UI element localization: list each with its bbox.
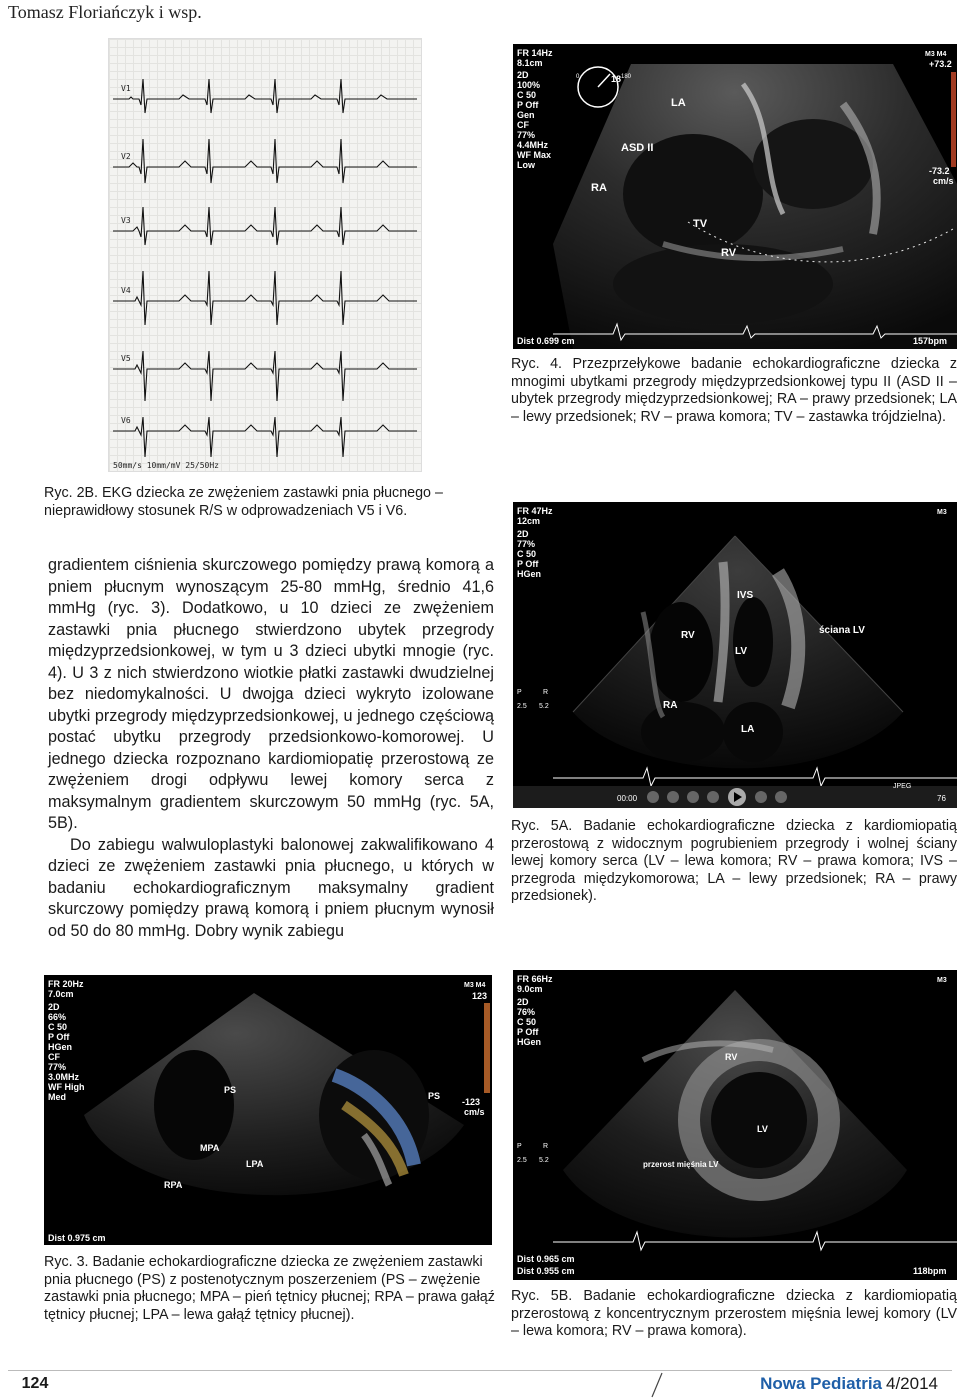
figure-4-overlay-p: P Off (517, 100, 539, 110)
lead-label-v3: V3 (121, 216, 131, 225)
figure-4-overlay-depth: 8.1cm (517, 58, 543, 68)
figure-4-overlay-c: C 50 (517, 90, 537, 100)
figure-5b-orient-r: R (543, 1143, 549, 1150)
figure-4-overlay-fr: FR 14Hz (517, 48, 553, 58)
figure-4-caption (511, 356, 957, 426)
figure-5a-label-rv: RV (681, 630, 695, 641)
figure-5a-label-la: LA (741, 724, 755, 735)
figure-5b-image (513, 970, 957, 1280)
figure-3-overlay-hgen: HGen (48, 1042, 73, 1052)
figure-3-overlay-m3m4: M3 M4 (464, 982, 486, 989)
figure-5b-dist-2: Dist 0.955 cm (517, 1266, 575, 1276)
figure-4-bpm: 157bpm (913, 336, 948, 346)
prev-icon[interactable] (707, 791, 719, 803)
figure-3-label-mpa: MPA (200, 1143, 220, 1153)
figure-3-dist: Dist 0.975 cm (48, 1233, 106, 1243)
figure-5b-overlay-m3: M3 (937, 977, 947, 984)
figure-3-overlay-gain: 66% (48, 1012, 67, 1022)
step-back-icon[interactable] (667, 791, 679, 803)
figure-5a-frame: 76 (937, 794, 946, 803)
figure-4-overlay-freq: 4.4MHz (517, 140, 549, 150)
figure-5b-caption-text: Badanie echokardiograficzne dziecka z kardiomiopatią przerostową z koncentrycznym przerostem mięśnia lewej komory (LV – lewa komora; RV – prawa komora). (511, 1288, 957, 1339)
frame-forward-icon[interactable] (775, 791, 787, 803)
figure-3-overlay-cf: CF (48, 1052, 60, 1062)
figure-4-image (513, 44, 957, 349)
journal-name: Nowa Pediatria (760, 1374, 882, 1393)
figure-5a-orient-hi: 5.2 (539, 703, 549, 710)
figure-5a-label-ivs: IVS (737, 590, 754, 601)
figure-5a-playback-time: 00:00 (617, 794, 638, 803)
figure-4-overlay-cf: CF (517, 120, 529, 130)
figure-3-caption-text: Badanie echokardiograficzne dziecka ze zwężeniem zastawki pnia płucnego (PS) z postenotycznym poszerzeniem (PS – zwężenie zastawki pnia płucnego; MPA – pień tętnicy płucnej; RPA – prawa gałąź tętnicy płucnej; LPA – lewa gałąź tętnicy płucnej). (44, 1254, 495, 1323)
next-icon[interactable] (755, 791, 767, 803)
figure-4-overlay-mode: 2D (517, 70, 529, 80)
figure-5b-caption-label: Ryc. 5B. (511, 1288, 573, 1304)
figure-3-echo (44, 975, 492, 1245)
figure-3-overlay-unit: cm/s (464, 1107, 485, 1117)
figure-3-label-ps-left: PS (224, 1085, 237, 1095)
figure-4-label-ra: RA (591, 182, 607, 194)
figure-5b-orient-hi: 5.2 (539, 1157, 549, 1164)
figure-2b-ekg (108, 38, 422, 472)
figure-4-overlay-unit: cm/s (933, 176, 954, 186)
figure-3-overlay-vmax: 123 (472, 991, 488, 1001)
page-number: 124 (21, 1375, 49, 1392)
figure-5b-overlay-c: C 50 (517, 1017, 537, 1027)
figure-4-label-asd: ASD II (621, 142, 654, 154)
figure-5b-caption (511, 1288, 957, 1341)
figure-4-caption-label: Ryc. 4. (511, 356, 563, 372)
figure-5a-echo (513, 502, 957, 808)
figure-4-label-rv: RV (721, 247, 737, 259)
running-header-author: Tomasz Floriańczyk i wsp. (8, 2, 202, 22)
figure-5a-overlay-mode: 2D (517, 529, 529, 539)
figure-4-overlay-vmax: +73.2 (929, 59, 952, 69)
figure-3-overlay-freq: 3.0MHz (48, 1072, 80, 1082)
figure-5b-label-lv: LV (757, 1124, 768, 1134)
frame-back-icon[interactable] (687, 791, 699, 803)
figure-4-overlay-gen: Gen (517, 110, 535, 120)
figure-2b-caption-text: EKG dziecka ze zwężeniem zastawki pnia płucnego – nieprawidłowy stosunek R/S w odprowadzeniach V5 i V6. (44, 485, 443, 519)
figure-5a-overlay-fr: FR 47Hz (517, 506, 553, 516)
figure-5b-overlay-p: P Off (517, 1027, 539, 1037)
ekg-footer-label: 50mm/s 10mm/mV 25/50Hz (113, 461, 219, 470)
figure-3-caption-label: Ryc. 3. (44, 1254, 89, 1270)
figure-4-overlay-low: Low (517, 160, 535, 170)
figure-5a-overlay-c: C 50 (517, 549, 537, 559)
figure-5b-overlay-mode: 2D (517, 997, 529, 1007)
figure-4-overlay-m3m4: M3 M4 (925, 51, 947, 58)
lead-label-v2: V2 (121, 152, 131, 161)
figure-5a-caption-label: Ryc. 5A. (511, 818, 573, 834)
figure-4-label-la: LA (671, 97, 686, 109)
figure-3-overlay-c: C 50 (48, 1022, 68, 1032)
footer-rule (8, 1370, 952, 1371)
lead-label-v5: V5 (121, 354, 131, 363)
figure-3-overlay-cf-gain: 77% (48, 1062, 67, 1072)
figure-3-overlay-mode: 2D (48, 1002, 60, 1012)
figure-3-overlay-depth: 7.0cm (48, 989, 74, 999)
figure-3-label-rpa: RPA (164, 1180, 183, 1190)
figure-5a-caption-text: Badanie echokardiograficzne dziecka z kardiomiopatią przerostową z widocznym pogrubieniem przegrody i wolnej ściany lewej komory serca (LV – lewa komora; RV – prawa komora; IVS – przegroda międzykomorowa; LA – lewy przedsionek; RA – prawy przedsionek). (511, 818, 957, 904)
figure-3-caption (44, 1254, 496, 1324)
figure-5a-format: JPEG (893, 783, 912, 790)
figure-2b-caption (44, 485, 499, 520)
figure-5a-label-sciana-lv: ściana LV (819, 625, 865, 636)
lead-label-v6: V6 (121, 416, 131, 425)
figure-3-overlay-p: P Off (48, 1032, 70, 1042)
figure-5b-orient-p: P (517, 1143, 522, 1150)
figure-5a-overlay-depth: 12cm (517, 516, 541, 526)
figure-4-overlay-cf-gain: 77% (517, 130, 536, 140)
figure-5b-overlay-gain: 76% (517, 1007, 536, 1017)
figure-2b-caption-label: Ryc. 2B. (44, 485, 99, 501)
figure-5a-label-lv: LV (735, 646, 748, 657)
figure-3-overlay-wf: WF High (48, 1082, 85, 1092)
figure-5a-overlay-hgen: HGen (517, 569, 542, 579)
figure-5b-echo (513, 970, 957, 1280)
figure-5a-overlay-m3: M3 (937, 509, 947, 516)
figure-5b-bpm: 118bpm (913, 1266, 947, 1276)
figure-3-label-ps-right: PS (428, 1091, 441, 1101)
figure-5b-overlay-fr: FR 66Hz (517, 974, 553, 984)
body-paragraph-1: gradientem ciśnienia skurczowego pomiędzy prawą komorą a pniem płucnym wynoszącym 25-80 mmHg, średnio 41,6 mmHg (ryc. 3). Dodatkowo, u 10 dzieci ze zwężeniem zastawki pnia płucnego stwierdzono ubytek przegrody międzyprzedsionkowej, w tym u 3 dzieci ubytki mnogie (ryc. 4). U 3 z nich stwierdzono wiotkie płatki zastawki dwudzielnej bez niedomykalności. U dwojga dzieci wykryto izolowane ubytki przegrody międzyprzedsionkowej, u jednego częściową postać ubytku przegrody przedsionkowo-komorowej. U jednego dziecka rozpoznano kardiomiopatię przerostową ze zwężeniem drogi odpływu lewej komory serca z maksymalnym gradientem skurczowym 50 mmHg (ryc. 5A, 5B). (48, 556, 494, 832)
figure-4-dist: Dist 0.699 cm (517, 336, 575, 346)
figure-4-overlay-gain: 100% (517, 80, 541, 90)
figure-3-overlay-fr: FR 20Hz (48, 979, 84, 989)
figure-4-overlay-wf: WF Max (517, 150, 552, 160)
figure-5a-caption (511, 818, 957, 906)
figure-4-dial-max: 180 (621, 74, 632, 80)
figure-3-image (44, 975, 492, 1245)
ekg-traces (109, 39, 421, 471)
article-body (48, 555, 494, 942)
lead-label-v1: V1 (121, 84, 131, 93)
figure-5a-overlay-p: P Off (517, 559, 539, 569)
figure-4-dial-min: 0 (576, 74, 580, 80)
figure-5b-label-rv: RV (725, 1052, 738, 1062)
figure-5a-image (513, 502, 957, 808)
figure-3-label-lpa: LPA (246, 1159, 264, 1169)
figure-5b-dist-1: Dist 0.965 cm (517, 1254, 575, 1264)
figure-4-dial-value: 18 (611, 74, 622, 84)
figure-4-overlay-vmin: -73.2 (929, 166, 950, 176)
figure-3-overlay-med: Med (48, 1092, 66, 1102)
lead-label-v4: V4 (121, 286, 131, 295)
figure-3-overlay-vmin: -123 (462, 1097, 481, 1107)
rewind-icon[interactable] (647, 791, 659, 803)
figure-5a-label-ra: RA (663, 700, 678, 711)
figure-5a-orient-lo: 2.5 (517, 703, 527, 710)
footer-divider-icon (650, 1372, 664, 1398)
figure-4-echo (513, 44, 957, 349)
figure-5b-label-przerost: przerost mięśnia LV (643, 1160, 719, 1169)
figure-5a-overlay-gain: 77% (517, 539, 536, 549)
figure-5b-orient-lo: 2.5 (517, 1157, 527, 1164)
figure-5b-overlay-hgen: HGen (517, 1037, 542, 1047)
figure-5a-orient-r: R (543, 689, 549, 696)
journal-issue: 4/2014 (886, 1374, 938, 1393)
figure-5a-orient-p: P (517, 689, 522, 696)
body-paragraph-2: Do zabiegu walwuloplastyki balonowej zakwalifikowano 4 dzieci ze zwężeniem zastawki pnia płucnego, u których w badaniu echokardiograficznym maksymalny gradient skurczowy pomiędzy prawą komorą i pniem płucnym wynosił od 50 do 80 mmHg. Dobry wynik zabiegu (48, 835, 494, 940)
figure-4-label-tv: TV (693, 218, 708, 230)
figure-4-caption-text: Przezprzełykowe badanie echokardiograficzne dziecka z mnogimi ubytkami przegrody międzyprzedsionkowej typu II (ASD II – ubytek przegrody międzyprzedsionkowej; RA – prawy przedsionek; LA – lewy przedsionek; RV – prawa komora; TV – zastawka trójdzielna). (511, 356, 957, 425)
figure-5b-overlay-depth: 9.0cm (517, 984, 543, 994)
